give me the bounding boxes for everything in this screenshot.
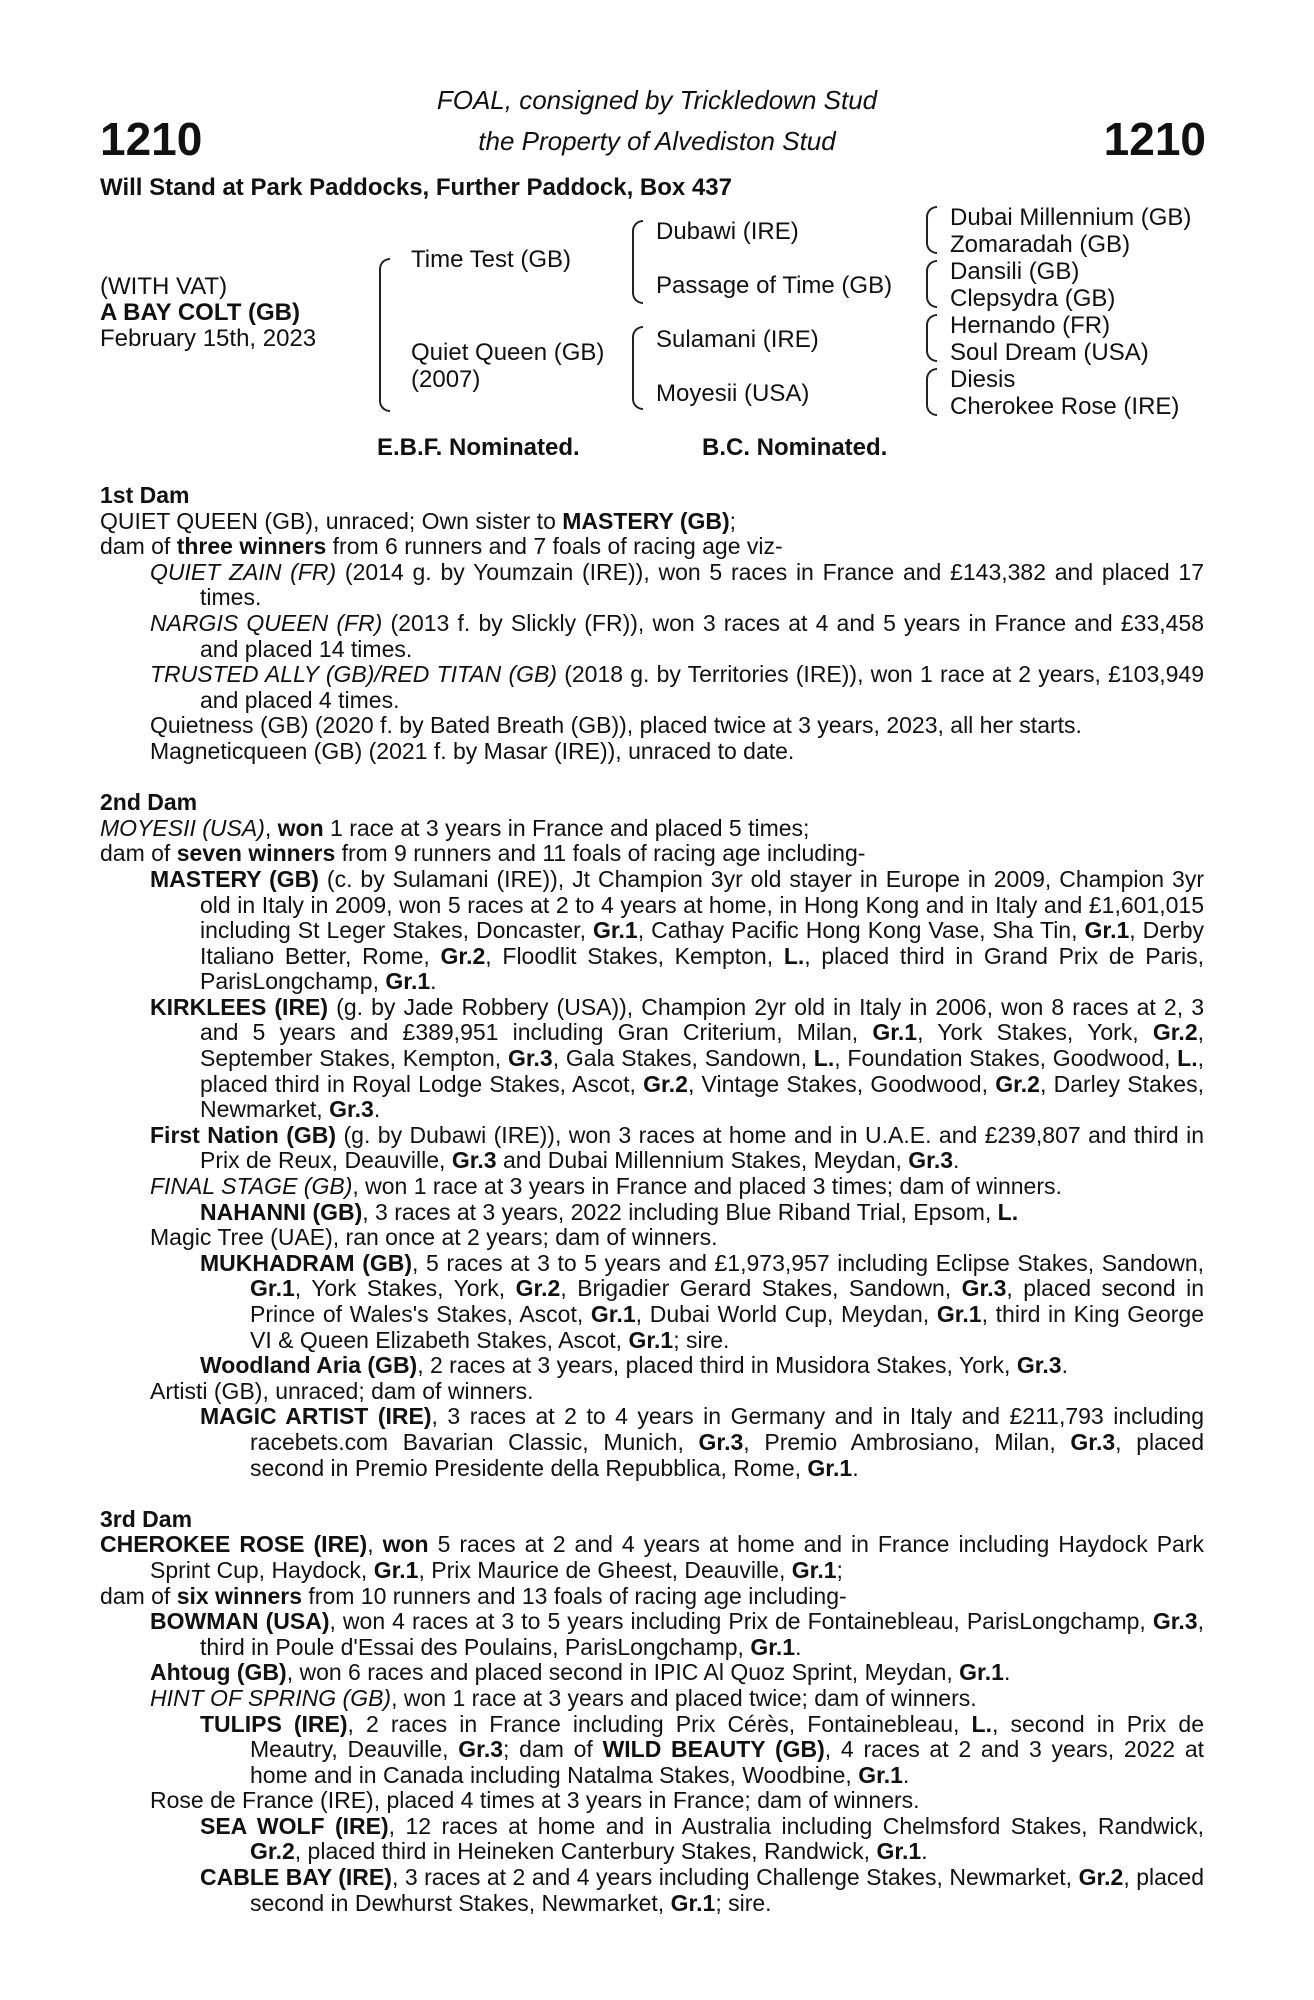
first-dam-runner: NARGIS QUEEN (FR) (2013 f. by Slickly (FR)), won 3 races at 4 and 5 years in France and £33,458 and placed 14 times.: [150, 609, 1204, 662]
lot-number-left: 1210: [100, 113, 203, 165]
foaling-date: February 15th, 2023: [100, 325, 317, 352]
dam-name: Quiet Queen (GB): [411, 339, 605, 366]
pedigree-brace-sire: [632, 220, 643, 304]
second-dam-runner-mastery: MASTERY (GB) (c. by Sulamani (IRE)), Jt Champion 3yr old stayer in Europe in 2009, Champion 3yr old in Italy in 2009, won 5 races at 2 to 4 years at home, in Hong Kong and in Italy and £1,601,015 including St Leger Stakes, Doncaster, Gr.1, Cathay Pacific Hong Kong Vase, Sha Tin, Gr.1, Derby Italiano Better, Rome, Gr.2, Floodlit Stakes, Kempton, L., placed third in Grand Prix de Paris, ParisLongchamp, Gr.1.: [150, 865, 1205, 995]
dam-sire: Sulamani (IRE): [656, 326, 819, 353]
third-dam-line: CHEROKEE ROSE (IRE), won 5 races at 2 and 4 years at home and in France including Haydock Park Sprint Cup, Haydock, Gr.1, Prix Maurice de Gheest, Deauville, Gr.1;: [100, 1531, 1205, 1583]
pedigree-brace-g3: [926, 314, 937, 362]
first-dam-runner: Magneticqueen (GB) (2021 f. by Masar (IRE)), unraced to date.: [150, 737, 795, 764]
ebf-nominated: E.B.F. Nominated.: [377, 434, 580, 461]
pedigree-g4-6: Soul Dream (USA): [950, 339, 1149, 366]
second-dam-runner-kirklees: KIRKLEES (IRE) (g. by Jade Robbery (USA)), Champion 2yr old in Italy in 2006, won 8 races at 2, 3 and 5 years and £389,951 including Gran Criterium, Milan, Gr.1, York Stakes, York, Gr.2, September Stakes, Kempton, Gr.3, Gala Stakes, Sandown, L., Foundation Stakes, Goodwood, L., placed third in Royal Lodge Stakes, Ascot, Gr.2, Vintage Stakes, Goodwood, Gr.2, Darley Stakes, Newmarket, Gr.3.: [150, 993, 1205, 1123]
third-dam-runner-rose-de-france: Rose de France (IRE), placed 4 times at 3 years in France; dam of winners.: [150, 1787, 920, 1814]
pedigree-g4-3: Dansili (GB): [950, 258, 1080, 285]
consignor-line: FOAL, consigned by Trickledown Stud: [436, 85, 878, 115]
first-dam-runner: QUIET ZAIN (FR) (2014 g. by Youmzain (IRE)), won 5 races in France and £143,382 and placed 17 times.: [150, 558, 1205, 611]
sire-sire: Dubawi (IRE): [656, 218, 799, 245]
property-line: the Property of Alvediston Stud: [478, 126, 836, 156]
third-dam-produce-summary: dam of six winners from 10 runners and 13 foals of racing age including-: [100, 1582, 847, 1609]
pedigree-brace-g2: [926, 260, 937, 308]
second-dam-runner-magic-tree: Magic Tree (UAE), ran once at 2 years; dam of winners.: [150, 1224, 718, 1251]
pedigree-g4-4: Clepsydra (GB): [950, 285, 1116, 312]
second-dam-grand-runner-woodland-aria: Woodland Aria (GB), 2 races at 3 years, placed third in Musidora Stakes, York, Gr.3.: [200, 1352, 1068, 1379]
sire-dam: Passage of Time (GB): [656, 272, 893, 299]
first-dam-produce-summary: dam of three winners from 6 runners and 7 foals of racing age viz-: [100, 533, 783, 560]
pedigree-brace-main: [379, 258, 390, 412]
bc-nominated: B.C. Nominated.: [702, 434, 888, 461]
pedigree-brace-dam: [632, 326, 643, 410]
second-dam-heading: 2nd Dam: [100, 789, 198, 816]
pedigree-g4-8: Cherokee Rose (IRE): [950, 393, 1180, 420]
lot-number-right: 1210: [1103, 113, 1206, 165]
pedigree-g4-1: Dubai Millennium (GB): [950, 204, 1192, 231]
second-dam-runner-artisti: Artisti (GB), unraced; dam of winners.: [150, 1377, 534, 1404]
third-dam-grand-runner-cable-bay: CABLE BAY (IRE), 3 races at 2 and 4 years including Challenge Stakes, Newmarket, Gr.2, placed second in Dewhurst Stakes, Newmarket, Gr.1; sire.: [200, 1864, 1204, 1916]
second-dam-grand-runner-nahanni: NAHANNI (GB), 3 races at 3 years, 2022 including Blue Riband Trial, Epsom, L.: [200, 1198, 1019, 1225]
pedigree-g4-2: Zomaradah (GB): [950, 231, 1131, 258]
third-dam-grand-runner-sea-wolf: SEA WOLF (IRE), 12 races at home and in Australia including Chelmsford Stakes, Randwick, Gr.2, placed third in Heineken Canterbury Stakes, Randwick, Gr.1.: [200, 1812, 1204, 1865]
pedigree-brace-g4: [926, 368, 937, 416]
pedigree-g4-5: Hernando (FR): [950, 312, 1111, 339]
lot-title: A BAY COLT (GB): [100, 299, 301, 326]
sire-name: Time Test (GB): [411, 246, 572, 273]
dam-year: (2007): [411, 366, 481, 393]
catalogue-body: [100, 483, 1204, 1916]
stand-line: Will Stand at Park Paddocks, Further Paddock, Box 437: [100, 174, 732, 201]
third-dam-grand-runner-tulips: TULIPS (IRE), 2 races in France including Prix Cérès, Fontainebleau, L., second in Prix de Meautry, Deauville, Gr.3; dam of WILD BEAUTY (GB), 4 races at 2 and 3 years, 2022 at home and in Canada including Natalma Stakes, Woodbine, Gr.1.: [200, 1710, 1204, 1788]
second-dam-runner-first-nation: First Nation (GB) (g. by Dubawi (IRE)), won 3 races at home and in U.A.E. and £239,807 and third in Prix de Reux, Deauville, Gr.3 and Dubai Millennium Stakes, Meydan, Gr.3.: [150, 1121, 1204, 1174]
second-dam-grand-runner-magic-artist: MAGIC ARTIST (IRE), 3 races at 2 to 4 years in Germany and in Italy and £211,793 including racebets.com Bavarian Classic, Munich, Gr.3, Premio Ambrosiano, Milan, Gr.3, placed second in Premio Presidente della Repubblica, Rome, Gr.1.: [200, 1403, 1205, 1481]
first-dam-runner: Quietness (GB) (2020 f. by Bated Breath (GB)), placed twice at 3 years, 2023, all her starts.: [150, 712, 1082, 739]
second-dam-produce-summary: dam of seven winners from 9 runners and 11 foals of racing age including-: [100, 840, 866, 867]
pedigree-brace-g1: [926, 206, 937, 254]
dam-dam: Moyesii (USA): [656, 380, 810, 407]
vat-label: (WITH VAT): [100, 273, 228, 300]
first-dam-line: QUIET QUEEN (GB), unraced; Own sister to MASTERY (GB);: [100, 507, 737, 534]
third-dam-runner-hint-of-spring: HINT OF SPRING (GB), won 1 race at 3 years and placed twice; dam of winners.: [150, 1684, 977, 1711]
pedigree-g4-7: Diesis: [950, 366, 1016, 393]
third-dam-runner-ahtoug: Ahtoug (GB), won 6 races and placed second in IPIC Al Quoz Sprint, Meydan, Gr.1.: [150, 1659, 1011, 1686]
second-dam-runner-final-stage: FINAL STAGE (GB), won 1 race at 3 years in France and placed 3 times; dam of winners.: [150, 1173, 1062, 1200]
first-dam-heading: 1st Dam: [100, 482, 190, 508]
first-dam-runner: TRUSTED ALLY (GB)/RED TITAN (GB) (2018 g. by Territories (IRE)), won 1 race at 2 years, £103,949 and placed 4 times.: [150, 661, 1205, 713]
third-dam-heading: 3rd Dam: [100, 1505, 193, 1532]
second-dam-line: MOYESII (USA), won 1 race at 3 years in France and placed 5 times;: [100, 814, 810, 841]
third-dam-runner-bowman: BOWMAN (USA), won 4 races at 3 to 5 years including Prix de Fontainebleau, ParisLongchamp, Gr.3, third in Poule d'Essai des Poulains, ParisLongchamp, Gr.1.: [150, 1608, 1204, 1660]
second-dam-grand-runner-mukhadram: MUKHADRAM (GB), 5 races at 3 to 5 years and £1,973,957 including Eclipse Stakes, Sandown, Gr.1, York Stakes, York, Gr.2, Brigadier Gerard Stakes, Sandown, Gr.3, placed second in Prince of Wales's Stakes, Ascot, Gr.1, Dubai World Cup, Meydan, Gr.1, third in King George VI & Queen Elizabeth Stakes, Ascot, Gr.1; sire.: [200, 1249, 1205, 1353]
